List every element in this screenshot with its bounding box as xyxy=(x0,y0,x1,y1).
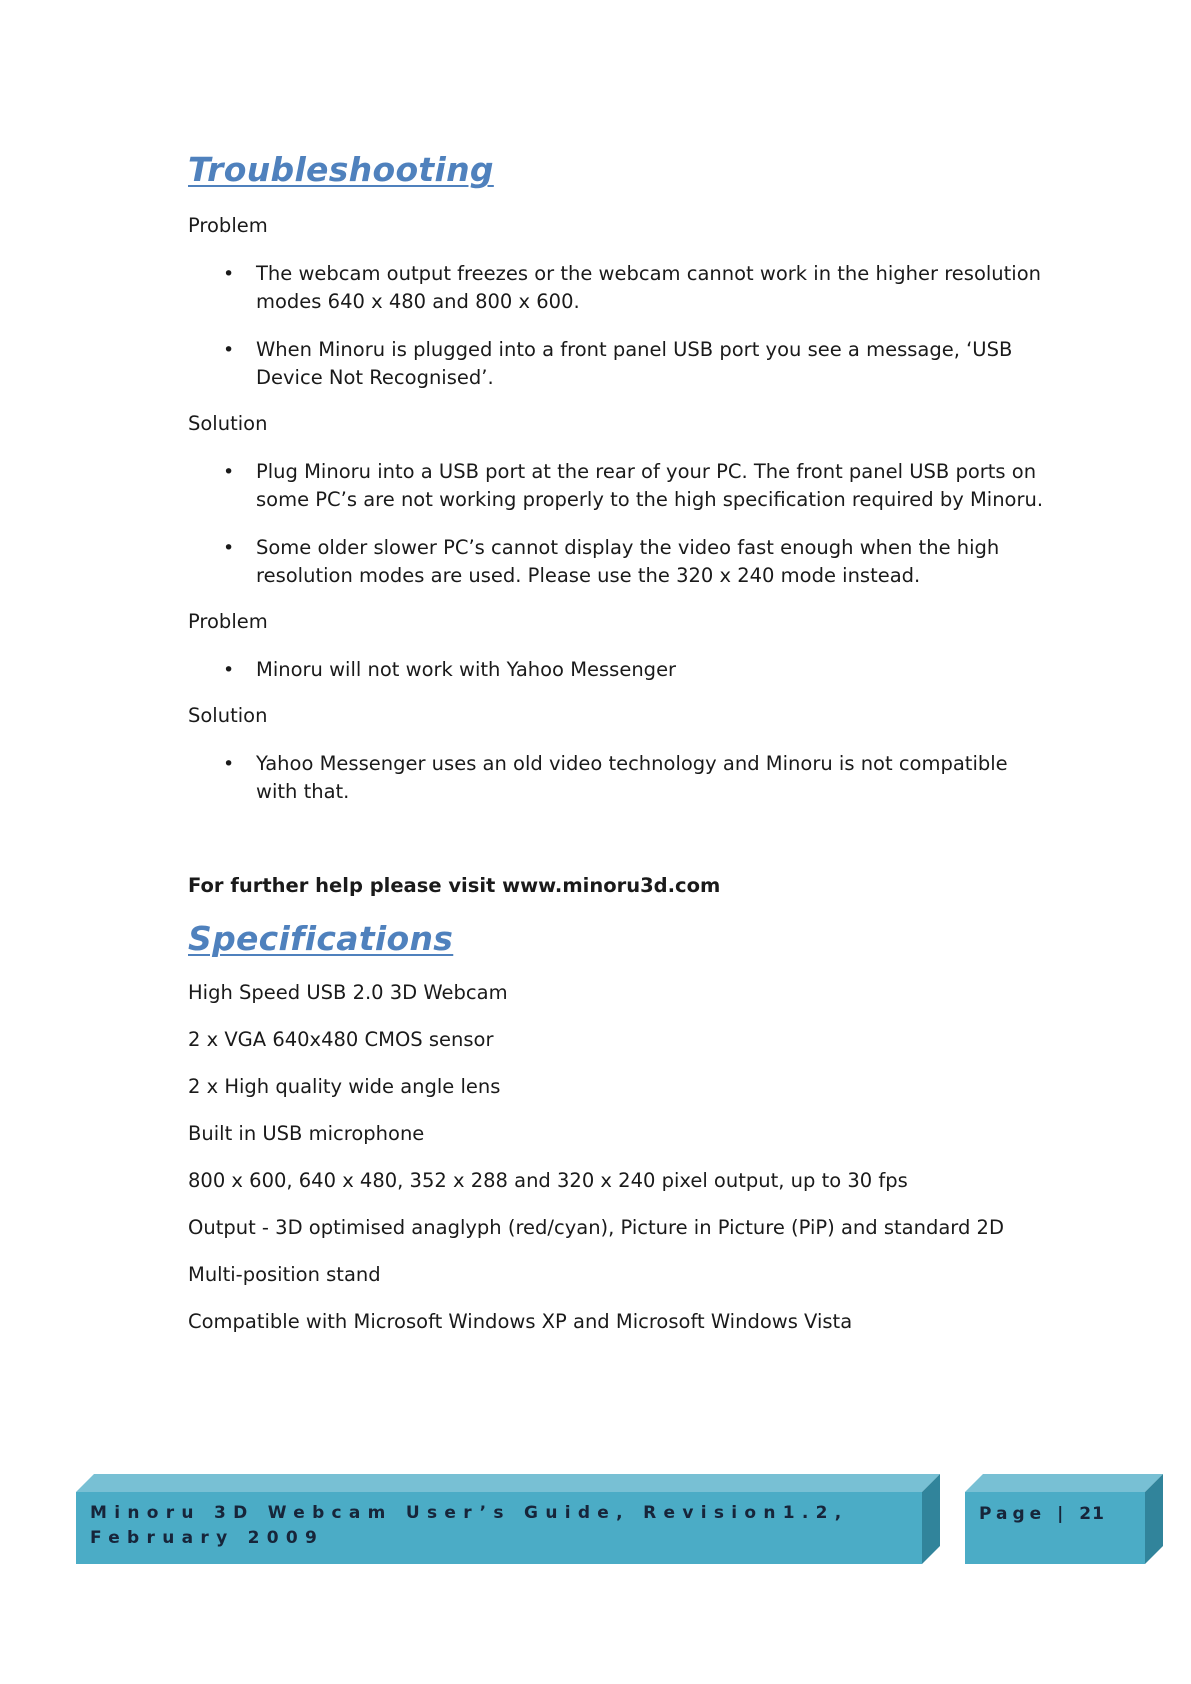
list-item xyxy=(188,336,1048,392)
problem-label: Problem xyxy=(188,213,268,237)
spec-item: Output - 3D optimised anaglyph (red/cyan), Picture in Picture (PiP) and standard 2D xyxy=(188,1215,1004,1239)
bullet-icon: • xyxy=(223,460,235,483)
page-content xyxy=(188,150,1048,1336)
list-item xyxy=(188,656,1048,684)
spec-item: Built in USB microphone xyxy=(188,1121,425,1145)
list-item-text: Plug Minoru into a USB port at the rear of your PC. The front panel USB ports on some PC’s are not working properly to the high specification required by Minoru. xyxy=(256,459,1044,511)
spec-item: 800 x 600, 640 x 480, 352 x 288 and 320 x 240 pixel output, up to 30 fps xyxy=(188,1168,908,1192)
specifications-heading: Specifications xyxy=(188,919,454,959)
list-item-text: Yahoo Messenger uses an old video technology and Minoru is not compatible with that. xyxy=(256,751,1008,803)
footer-guide-box xyxy=(76,1474,940,1564)
list-item-text: Some older slower PC’s cannot display the video fast enough when the high resolution modes are used. Please use the 320 x 240 mode instead. xyxy=(256,535,1000,587)
page-label: Page | xyxy=(979,1504,1069,1524)
bullet-icon: • xyxy=(223,262,235,285)
spec-item: High Speed USB 2.0 3D Webcam xyxy=(188,980,508,1004)
solution-label: Solution xyxy=(188,703,268,727)
page-number-label xyxy=(979,1504,1105,1524)
page-number: 21 xyxy=(1079,1504,1105,1524)
troubleshooting-heading: Troubleshooting xyxy=(188,150,494,189)
list-item xyxy=(188,534,1048,590)
problem-list xyxy=(188,656,1048,684)
bullet-icon: • xyxy=(223,338,235,361)
list-item xyxy=(188,260,1048,316)
specifications-list xyxy=(188,979,1048,1336)
list-item-text: Minoru will not work with Yahoo Messenger xyxy=(256,657,677,681)
problem-list xyxy=(188,260,1048,392)
bullet-icon: • xyxy=(223,536,235,559)
list-item-text: The webcam output freezes or the webcam cannot work in the higher resolution modes 640 x 480 and 800 x 600. xyxy=(256,261,1041,313)
list-item xyxy=(188,458,1048,514)
spec-item: 2 x VGA 640x480 CMOS sensor xyxy=(188,1027,494,1051)
spec-item: Compatible with Microsoft Windows XP and Microsoft Windows Vista xyxy=(188,1309,853,1333)
footer-guide-title: Minoru 3D Webcam User’s Guide, Revision1.2, February 2009 xyxy=(90,1503,849,1548)
list-item xyxy=(188,750,1048,806)
problem-label: Problem xyxy=(188,609,268,633)
spec-item: Multi-position stand xyxy=(188,1262,381,1286)
help-link-text[interactable]: For further help please visit www.minoru3d.com xyxy=(188,873,721,897)
list-item-text: When Minoru is plugged into a front panel USB port you see a message, ‘USB Device Not Recognised’. xyxy=(256,337,1013,389)
bullet-icon: • xyxy=(223,752,235,775)
spec-item: 2 x High quality wide angle lens xyxy=(188,1074,501,1098)
solution-label: Solution xyxy=(188,411,268,435)
bullet-icon: • xyxy=(223,658,235,681)
solution-list xyxy=(188,750,1048,806)
footer-page-box xyxy=(965,1474,1163,1564)
solution-list xyxy=(188,458,1048,590)
